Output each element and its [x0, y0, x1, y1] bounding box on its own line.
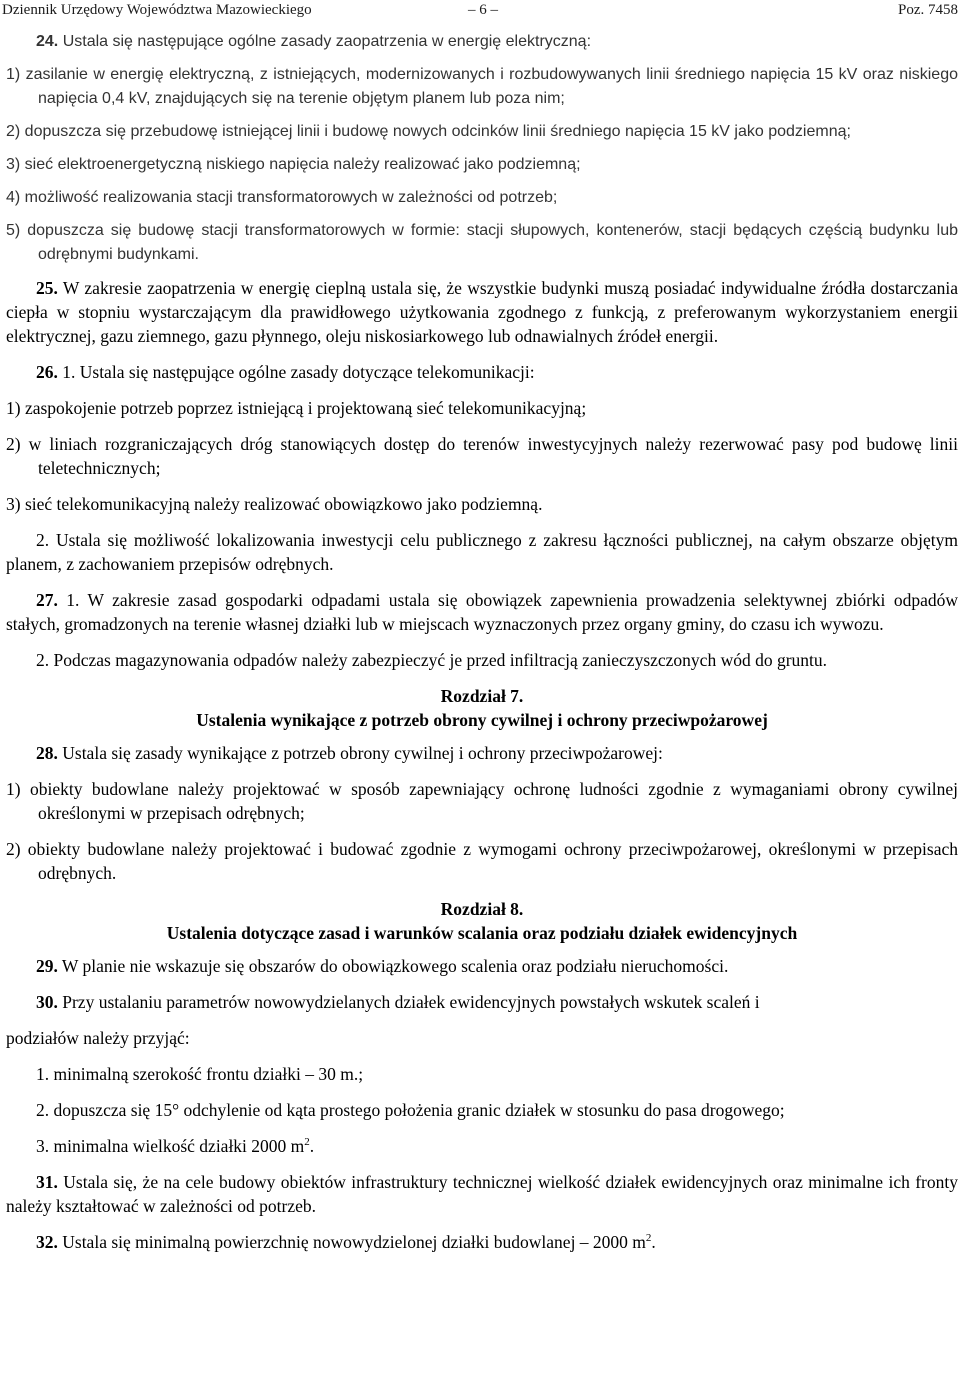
- section-26-paragraph-2: 2. Ustala się możliwość lokalizowania inwestycji celu publicznego z zakresu łączności publicznej, na całym obszarze objętym planem, z zachowaniem przepisów odrębnych.: [6, 530, 958, 574]
- section-29: [6, 954, 958, 978]
- superscript: 2: [304, 1136, 310, 1149]
- section-number: 24.: [36, 33, 59, 50]
- section-28-intro: [6, 741, 958, 765]
- chapter-label: Rozdział 8.: [440, 899, 524, 919]
- list-item: 3) sieć elektroenergetyczną niskiego napięcia należy realizować jako podziemną;: [6, 156, 581, 173]
- section-text: Ustala się minimalną powierzchnię nowowydzielonej działki budowlanej – 2000 m: [57, 1232, 646, 1252]
- section-text: 1. W zakresie zasad gospodarki odpadami ustala się obowiązek zapewnienia prowadzenia selektywnej zbiórki odpadów stałych, gromadzonych na terenie własnej działki lub w miejscach wyznaczonych przez organy gminy, do czasu ich wywozu.: [6, 590, 958, 634]
- section-32: [6, 1230, 958, 1254]
- list-item: 2) w liniach rozgraniczających dróg stanowiących dostęp do terenów inwestycyjnych należy rezerwować pasy pod budowę linii teletechnicznych;: [6, 434, 958, 478]
- section-30-intro: [6, 990, 958, 1014]
- list-item: 2) dopuszcza się przebudowę istniejącej linii i budowę nowych odcinków linii średniego napięcia 15 kV jako podziemną;: [6, 123, 851, 140]
- section-31: [6, 1170, 958, 1218]
- section-30-intro-cont: podziałów należy przyjąć:: [6, 1028, 190, 1048]
- section-text: W planie nie wskazuje się obszarów do obowiązkowego scalenia oraz podziału nieruchomości.: [57, 956, 729, 976]
- section-text: Ustala się następujące ogólne zasady zaopatrzenia w energię elektryczną:: [58, 33, 592, 50]
- section-number: 26.: [36, 362, 58, 382]
- section-25: [6, 276, 958, 348]
- section-end: .: [651, 1232, 656, 1252]
- page-header: [2, 2, 958, 20]
- list-item: 1. minimalną szerokość frontu działki – 30 m.;: [36, 1064, 364, 1084]
- section-text: Ustala się zasady wynikające z potrzeb obrony cywilnej i ochrony przeciwpożarowej:: [57, 743, 663, 763]
- section-text: W zakresie zaopatrzenia w energię cieplną ustala się, że wszystkie budynki muszą posiadać indywidualne źródła dostarczania ciepła w stopniu wystarczającym dla prawidłowego użytkowania zgodnego z funkcją, z preferowanym wykorzystaniem energii elektrycznej, gazu ziemnego, gazu płynnego, oleju niskosiarkowego lub odnawialnych źródeł energii.: [6, 278, 958, 346]
- section-27-paragraph-1: [6, 588, 958, 636]
- list-item: 3) sieć telekomunikacyjną należy realizować obowiązkowo jako podziemną.: [6, 494, 543, 514]
- list-item-end: .: [309, 1136, 315, 1156]
- section-text: Przy ustalaniu parametrów nowowydzielanych działek ewidencyjnych powstałych wskutek scaleń i: [57, 992, 760, 1012]
- section-number: 30.: [36, 992, 58, 1012]
- section-26-intro: [6, 360, 958, 384]
- document-body: [6, 30, 958, 1254]
- list-item: [6, 1134, 958, 1158]
- section-number: 28.: [36, 743, 58, 763]
- list-item-text: 3. minimalna wielkość działki 2000 m: [36, 1136, 305, 1156]
- section-24-intro: [6, 30, 958, 54]
- section-number: 29.: [36, 956, 58, 976]
- chapter-title: Ustalenia dotyczące zasad i warunków scalania oraz podziału działek ewidencyjnych: [166, 923, 798, 943]
- position-number: Poz. 7458: [898, 2, 958, 18]
- section-number: 25.: [36, 278, 58, 298]
- section-text: 1. Ustala się następujące ogólne zasady dotyczące telekomunikacji:: [57, 362, 535, 382]
- list-item: 2) obiekty budowlane należy projektować i budować zgodnie z wymogami ochrony przeciwpożarowej, określonymi w przepisach odrębnych.: [6, 839, 958, 883]
- superscript: 2: [645, 1232, 652, 1245]
- chapter-title: Ustalenia wynikające z potrzeb obrony cywilnej i ochrony przeciwpożarowej: [196, 710, 768, 730]
- list-item: 2. dopuszcza się 15° odchylenie od kąta prostego położenia granic działek w stosunku do pasa drogowego;: [36, 1100, 785, 1120]
- page-number: – 6 –: [468, 2, 498, 18]
- list-item: 1) obiekty budowlane należy projektować w sposób zapewniający ochronę ludności zgodnie z wymaganiami obrony cywilnej określonymi w przepisach odrębnych;: [6, 779, 958, 823]
- list-item: 1) zaspokojenie potrzeb poprzez istniejącą i projektowaną sieć telekomunikacyjną;: [6, 398, 587, 418]
- list-item: 1) zasilanie w energię elektryczną, z istniejących, modernizowanych i rozbudowywanych linii średniego napięcia 15 kV oraz niskiego napięcia 0,4 kV, znajdujących się na terenie objętym planem lub poza nim;: [6, 66, 958, 107]
- list-item: 4) możliwość realizowania stacji transformatorowych w zależności od potrzeb;: [6, 189, 558, 206]
- list-item: 5) dopuszcza się budowę stacji transformatorowych w formie: stacji słupowych, kontenerów, stacji będących częścią budynku lub odrębnymi budynkami.: [6, 222, 958, 263]
- section-27-paragraph-2: 2. Podczas magazynowania odpadów należy zabezpieczyć je przed infiltracją zanieczyszczonych wód do gruntu.: [36, 650, 828, 670]
- chapter-label: Rozdział 7.: [440, 686, 524, 706]
- journal-title: Dziennik Urzędowy Województwa Mazowieckiego: [2, 2, 312, 18]
- section-text: Ustala się, że na cele budowy obiektów infrastruktury technicznej wielkość działek ewidencyjnych oraz minimalne ich fronty należy kształtować w zależności od potrzeb.: [6, 1172, 958, 1216]
- section-number: 31.: [36, 1172, 58, 1192]
- section-number: 27.: [36, 590, 58, 610]
- section-number: 32.: [36, 1232, 58, 1252]
